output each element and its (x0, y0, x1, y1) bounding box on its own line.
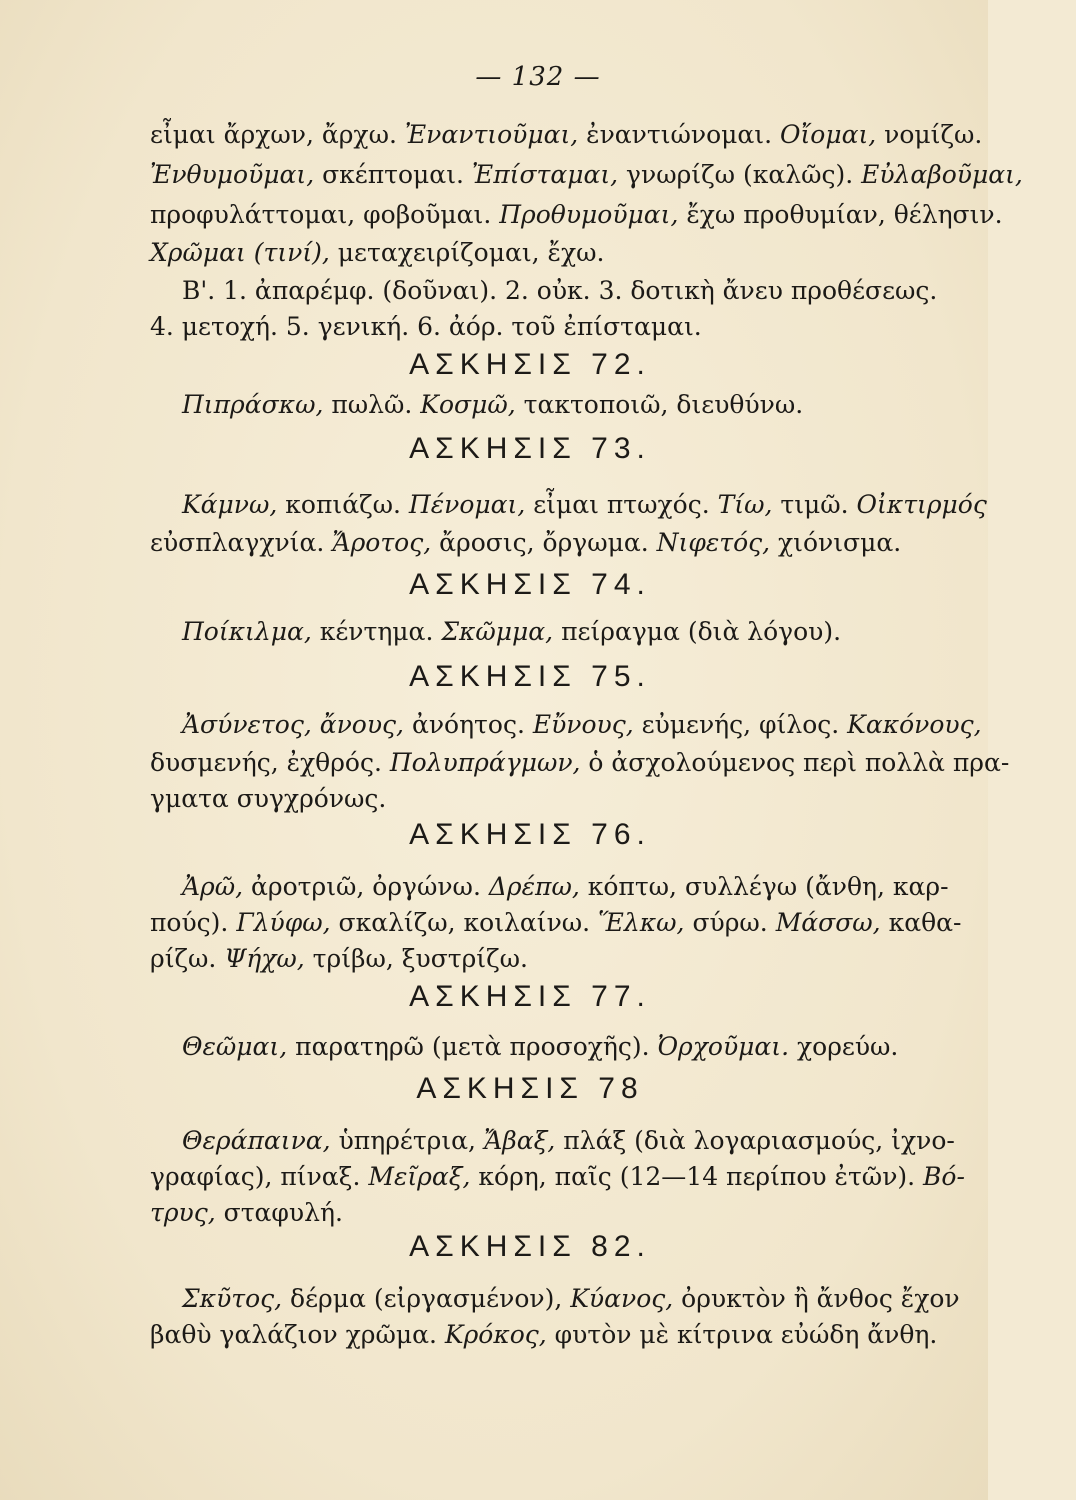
text-line (182, 1032, 972, 1062)
gloss-text: τιμῶ. (772, 490, 857, 519)
gloss-text: κέντημα. (311, 617, 442, 646)
exercise-heading: ΑΣΚΗΣΙΣ 82. (409, 1230, 651, 1263)
gloss-text: σκέπτομαι. (314, 160, 472, 189)
lemma-word: Ἄβαξ, (483, 1126, 556, 1155)
text-line (182, 617, 972, 647)
gloss-text: γνωρίζω (καλῶς). (618, 160, 862, 189)
gloss-text: 4. μετοχή. 5. γενική. 6. ἀόρ. τοῦ ἐπίσταμαι. (150, 312, 702, 341)
gloss-text: δυσμενής, ἐχθρός. (150, 748, 390, 777)
text-line (150, 1162, 965, 1192)
lemma-word: Βό- (923, 1162, 965, 1191)
gloss-text: γματα συγχρόνως. (150, 784, 387, 813)
lemma-word: Κύανος, (570, 1284, 674, 1313)
gloss-text: πούς). (150, 908, 237, 937)
lemma-word: Κοσμῶ, (420, 390, 516, 419)
lemma-word: Δρέπω, (488, 872, 580, 901)
lemma-word: Θεράπαινα, (182, 1126, 331, 1155)
text-line (182, 490, 987, 520)
gloss-text: χορεύω. (789, 1032, 899, 1061)
gloss-text: σκαλίζω, κοιλαίνω. (330, 908, 599, 937)
lemma-word: Κρόκος, (444, 1320, 547, 1349)
gloss-text: ἄροσις, ὄργωμα. (431, 528, 657, 557)
gloss-text: φυτὸν μὲ κίτρινα εὐώδη ἄνθη. (546, 1320, 938, 1349)
exercise-heading: ΑΣΚΗΣΙΣ 77. (409, 980, 651, 1013)
lemma-word: τρυς, (150, 1198, 216, 1227)
lemma-word: Προθυμοῦμαι, (499, 200, 679, 229)
gloss-text: εἶμαι πτωχός. (525, 490, 718, 519)
gloss-text: ρίζω. (150, 944, 225, 973)
text-line (150, 312, 940, 342)
text-line (150, 238, 940, 268)
text-line (150, 908, 962, 938)
lemma-word: Πένομαι, (408, 490, 526, 519)
gloss-text: εὐμενής, φίλος. (633, 710, 848, 739)
gloss-text: ἐναντιώνομαι. (578, 120, 780, 149)
lemma-word: Ἐπίσταμαι, (471, 160, 619, 189)
lemma-word: Τίω, (717, 490, 773, 519)
text-line (150, 528, 940, 558)
lemma-word: Ἐνθυμοῦμαι, (150, 160, 315, 189)
gloss-text: παρατηρῶ (μετὰ προσοχῆς). (287, 1032, 658, 1061)
lemma-word: Κακόνους, (847, 710, 982, 739)
lemma-word: Σκῦτος, (182, 1284, 283, 1313)
text-line (182, 1284, 972, 1314)
text-line (150, 1198, 940, 1228)
text-line (150, 944, 940, 974)
page-number: — 132 — (475, 62, 601, 92)
gloss-text: πωλῶ. (323, 390, 421, 419)
text-line (182, 390, 972, 420)
gloss-text: κοπιάζω. (277, 490, 409, 519)
gloss-text: πείραγμα (διὰ λόγου). (553, 617, 842, 646)
exercise-heading: ΑΣΚΗΣΙΣ 78 (416, 1072, 644, 1105)
gloss-text: ὀρυκτὸν ἢ ἄνθος ἔχον (673, 1284, 960, 1313)
text-line (182, 710, 982, 740)
lemma-word: Ψήχω, (224, 944, 305, 973)
exercise-heading: ΑΣΚΗΣΙΣ 75. (409, 660, 651, 693)
text-line (182, 276, 972, 306)
gloss-text: βαθὺ γαλάζιον χρῶμα. (150, 1320, 445, 1349)
lemma-word: Οἴομαι, (779, 120, 877, 149)
lemma-word: Θεῶμαι, (182, 1032, 288, 1061)
lemma-word: Σκῶμμα, (441, 617, 554, 646)
lemma-word: Ἀσύνετος, ἄνους, (182, 710, 404, 739)
gloss-text: χιόνισμα. (770, 528, 902, 557)
lemma-word: Νιφετός, (656, 528, 771, 557)
text-line (182, 872, 972, 902)
lemma-word: Γλύφω, (236, 908, 331, 937)
text-line (150, 1320, 940, 1350)
gloss-text: γραφίας), πίναξ. (150, 1162, 369, 1191)
gloss-text: ἔχω προθυμίαν, θέλησιν. (678, 200, 1003, 229)
gloss-text: ἀροτριῶ, ὀργώνω. (243, 872, 489, 901)
gloss-text: κόπτω, συλλέγω (ἄνθη, καρ- (579, 872, 949, 901)
gloss-text: εὐσπλαγχνία. (150, 528, 333, 557)
lemma-word: Οἰκτιρμός (856, 490, 987, 519)
lemma-word: Ἀρῶ, (182, 872, 244, 901)
gloss-text: ὑπηρέτρια, (330, 1126, 484, 1155)
gloss-text: νομίζω. (876, 120, 983, 149)
gloss-text: τακτοποιῶ, διευθύνω. (515, 390, 804, 419)
gloss-text: πλάξ (διὰ λογαριασμούς, ἰχνο- (555, 1126, 955, 1155)
gloss-text: ἀνόητος. (404, 710, 533, 739)
text-line (150, 748, 1010, 778)
lemma-word: Μεῖραξ, (368, 1162, 471, 1191)
exercise-heading: ΑΣΚΗΣΙΣ 72. (409, 348, 651, 381)
exercise-heading: ΑΣΚΗΣΙΣ 74. (409, 568, 651, 601)
gloss-text: τρίβω, ξυστρίζω. (304, 944, 528, 973)
lemma-word: Ἄροτος, (332, 528, 432, 557)
gloss-text: μεταχειρίζομαι, ἔχω. (329, 238, 605, 267)
gloss-text: προφυλάττομαι, φοβοῦμαι. (150, 200, 500, 229)
gloss-text: καθα- (880, 908, 962, 937)
exercise-heading: ΑΣΚΗΣΙΣ 73. (409, 432, 651, 465)
gloss-text: Β'. 1. ἀπαρέμφ. (δοῦναι). 2. οὐκ. 3. δοτικὴ ἄνευ προθέσεως. (182, 276, 938, 305)
lemma-word: Ὀρχοῦμαι. (657, 1032, 790, 1061)
lemma-word: Εὔνους, (532, 710, 634, 739)
gloss-text: δέρμα (εἰργασμένον), (282, 1284, 571, 1313)
lemma-word: Μάσσω, (775, 908, 881, 937)
text-line (150, 200, 1003, 230)
exercise-heading: ΑΣΚΗΣΙΣ 76. (409, 818, 651, 851)
gloss-text: σταφυλή. (215, 1198, 343, 1227)
lemma-word: Πολυπράγμων, (389, 748, 581, 777)
lemma-word: Εὐλαβοῦμαι, (861, 160, 1023, 189)
text-line (150, 784, 940, 814)
text-line (182, 1126, 972, 1156)
lemma-word: Ἐναντιοῦμαι, (404, 120, 579, 149)
lemma-word: Κάμνω, (182, 490, 278, 519)
text-line (150, 120, 983, 150)
lemma-word: Χρῶμαι (τινί), (150, 238, 330, 267)
lemma-word: Πιπράσκω, (182, 390, 324, 419)
lemma-word: Ποίκιλμα, (182, 617, 312, 646)
text-line (150, 160, 1023, 190)
gloss-text: ὁ ἀσχολούμενος περὶ πολλὰ πρα- (580, 748, 1010, 777)
gloss-text: σύρω. (684, 908, 776, 937)
gloss-text: εἶμαι ἄρχων, ἄρχω. (150, 120, 405, 149)
lemma-word: Ἕλκω, (598, 908, 685, 937)
gloss-text: κόρη, παῖς (12—14 περίπου ἐτῶν). (470, 1162, 924, 1191)
